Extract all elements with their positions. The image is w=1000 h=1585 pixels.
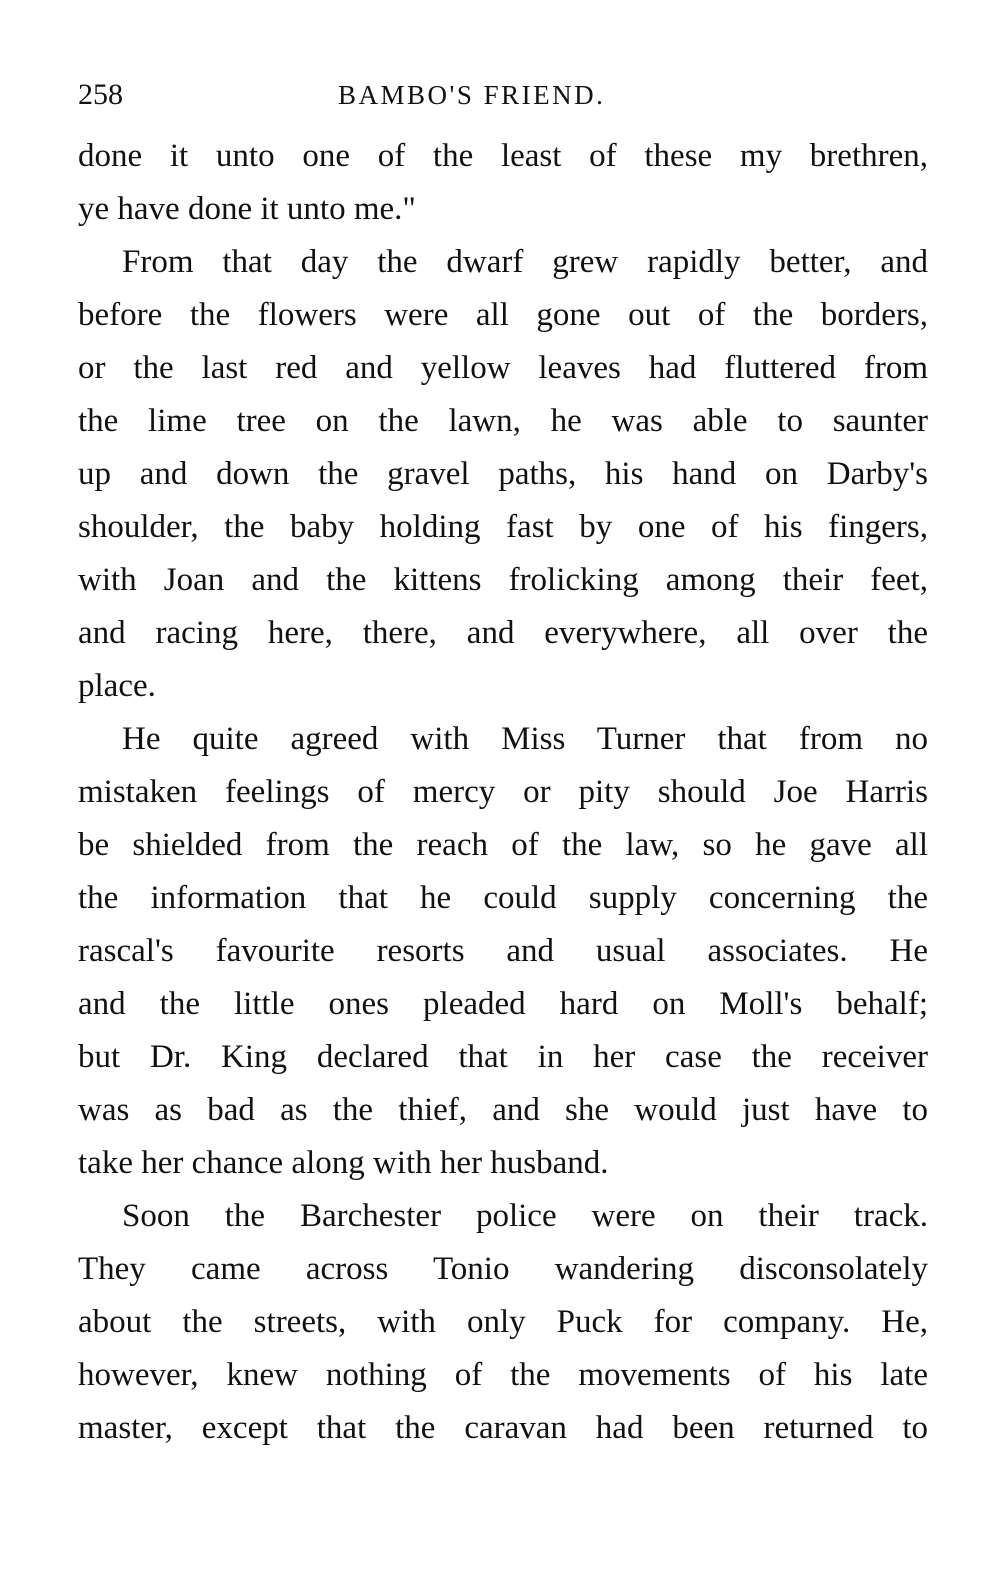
- text-line: was as bad as the thief, and she would just have to: [78, 1092, 928, 1128]
- text-line: shoulder, the baby holding fast by one of his fingers,: [78, 509, 928, 545]
- text-line: but Dr. King declared that in her case the receiver: [78, 1039, 928, 1075]
- text-line: with Joan and the kittens frolicking among their feet,: [78, 562, 928, 598]
- text-line: done it unto one of the least of these my brethren,: [78, 138, 928, 174]
- text-line: the information that he could supply concerning the: [78, 880, 928, 916]
- running-head: [78, 72, 928, 118]
- text-line: however, knew nothing of the movements of his late: [78, 1357, 928, 1393]
- running-title: BAMBO'S FRIEND.: [338, 80, 606, 110]
- book-page: [78, 72, 928, 1455]
- text-line: up and down the gravel paths, his hand on Darby's: [78, 456, 928, 492]
- text-line: place.: [78, 668, 156, 704]
- body-text: [78, 130, 928, 1455]
- page-number: 258: [78, 78, 123, 111]
- text-line: mistaken feelings of mercy or pity should Joe Harris: [78, 774, 928, 810]
- text-line: or the last red and yellow leaves had fluttered from: [78, 350, 928, 386]
- text-line: take her chance along with her husband.: [78, 1145, 609, 1181]
- text-line: and the little ones pleaded hard on Moll's behalf;: [78, 986, 928, 1022]
- text-line: rascal's favourite resorts and usual associates. He: [78, 933, 928, 969]
- text-line: From that day the dwarf grew rapidly better, and: [122, 244, 928, 280]
- text-line: be shielded from the reach of the law, so he gave all: [78, 827, 928, 863]
- text-line: master, except that the caravan had been returned to: [78, 1410, 928, 1446]
- text-line: Soon the Barchester police were on their track.: [122, 1198, 928, 1234]
- text-line: before the flowers were all gone out of the borders,: [78, 297, 928, 333]
- text-line: They came across Tonio wandering disconsolately: [78, 1251, 928, 1287]
- text-line: the lime tree on the lawn, he was able to saunter: [78, 403, 928, 439]
- text-line: He quite agreed with Miss Turner that from no: [122, 721, 928, 757]
- text-line: and racing here, there, and everywhere, all over the: [78, 615, 928, 651]
- text-line: ye have done it unto me.": [78, 191, 416, 227]
- text-line: about the streets, with only Puck for company. He,: [78, 1304, 928, 1340]
